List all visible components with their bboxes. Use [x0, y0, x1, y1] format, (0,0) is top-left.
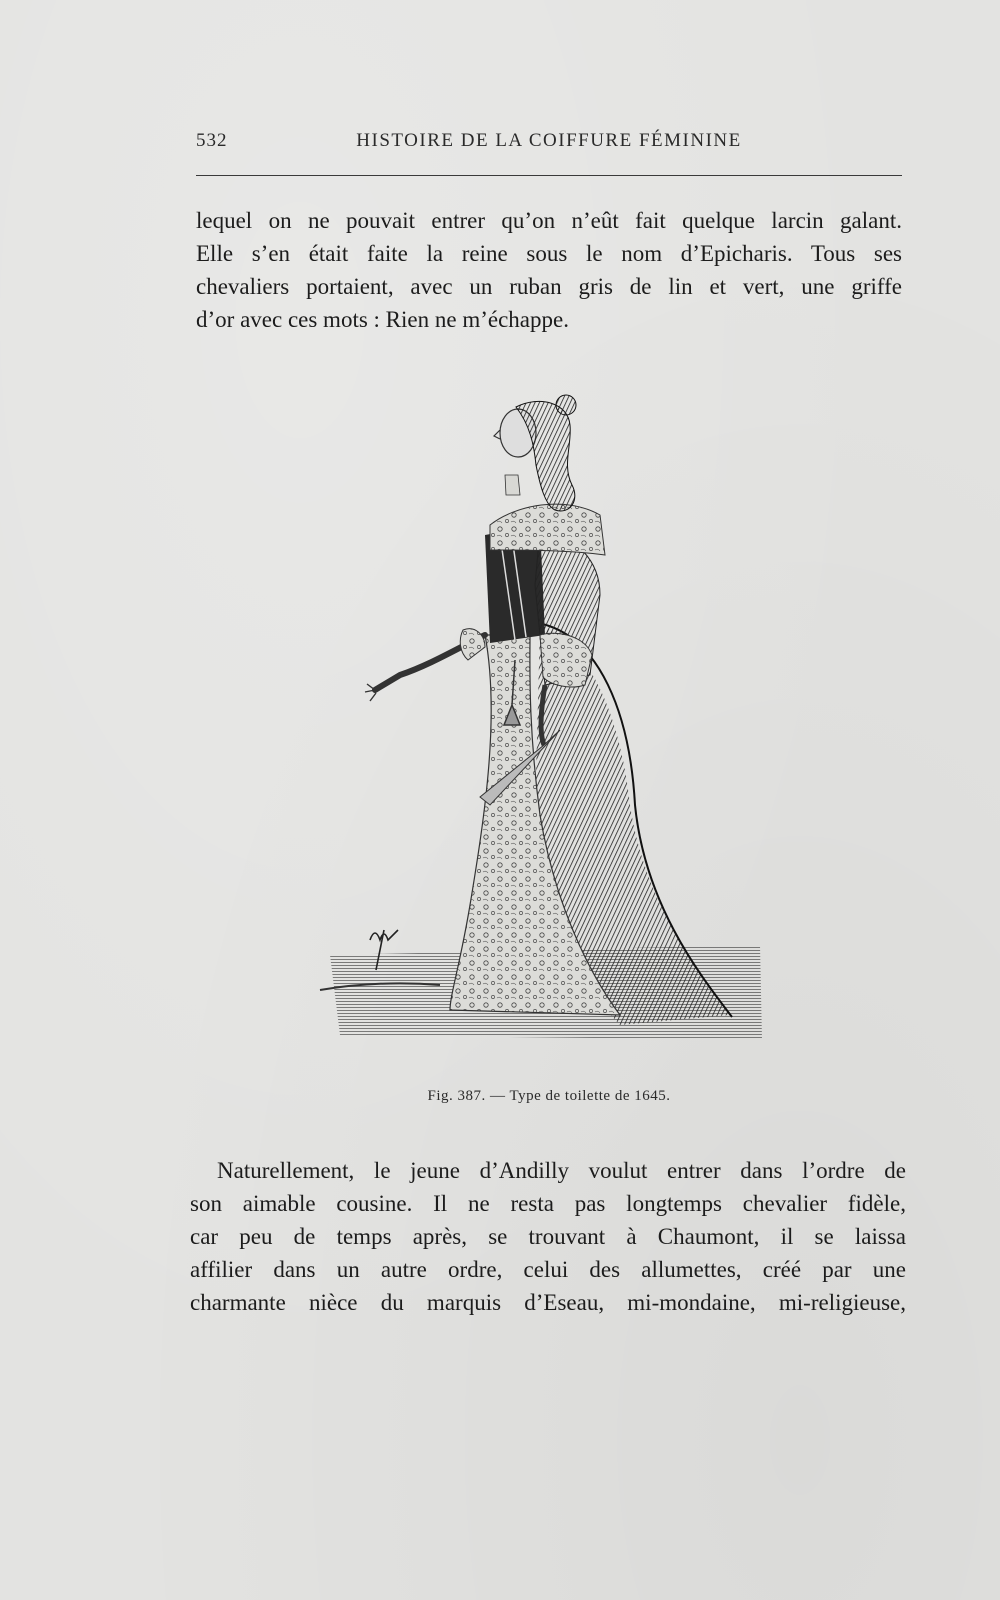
- figure-caption: Fig. 387. — Type de toilette de 1645.: [427, 1088, 671, 1104]
- paragraph-1: [196, 204, 902, 336]
- text-line: lequel on ne pouvait entrer qu’on n’eût fait quelque larcin galant.: [196, 208, 902, 233]
- paragraph-2: [190, 1154, 906, 1319]
- page-number: 532: [196, 130, 228, 151]
- running-head: [196, 128, 902, 154]
- text-line: Elle s’en était faite la reine sous le nom d’Epicharis. Tous ses: [196, 241, 902, 266]
- text-line: Naturellement, le jeune d’Andilly voulut entrer dans l’ordre de: [217, 1158, 906, 1183]
- text-line: charmante nièce du marquis d’Eseau, mi-mondaine, mi-religieuse,: [190, 1290, 906, 1315]
- text-line: chevaliers portaient, avec un ruban gris de lin et vert, une griffe: [196, 274, 902, 299]
- text-line: affilier dans un autre ordre, celui des allumettes, créé par une: [190, 1257, 906, 1282]
- engraving-illustration: [300, 385, 780, 1065]
- running-title: HISTOIRE DE LA COIFFURE FÉMININE: [356, 130, 742, 151]
- header-rule: [196, 175, 902, 176]
- text-line: car peu de temps après, se trouvant à Chaumont, il se laissa: [190, 1224, 906, 1249]
- text-line: son aimable cousine. Il ne resta pas longtemps chevalier fidèle,: [190, 1191, 906, 1216]
- text-line: d’or avec ces mots : Rien ne m’échappe.: [196, 307, 569, 332]
